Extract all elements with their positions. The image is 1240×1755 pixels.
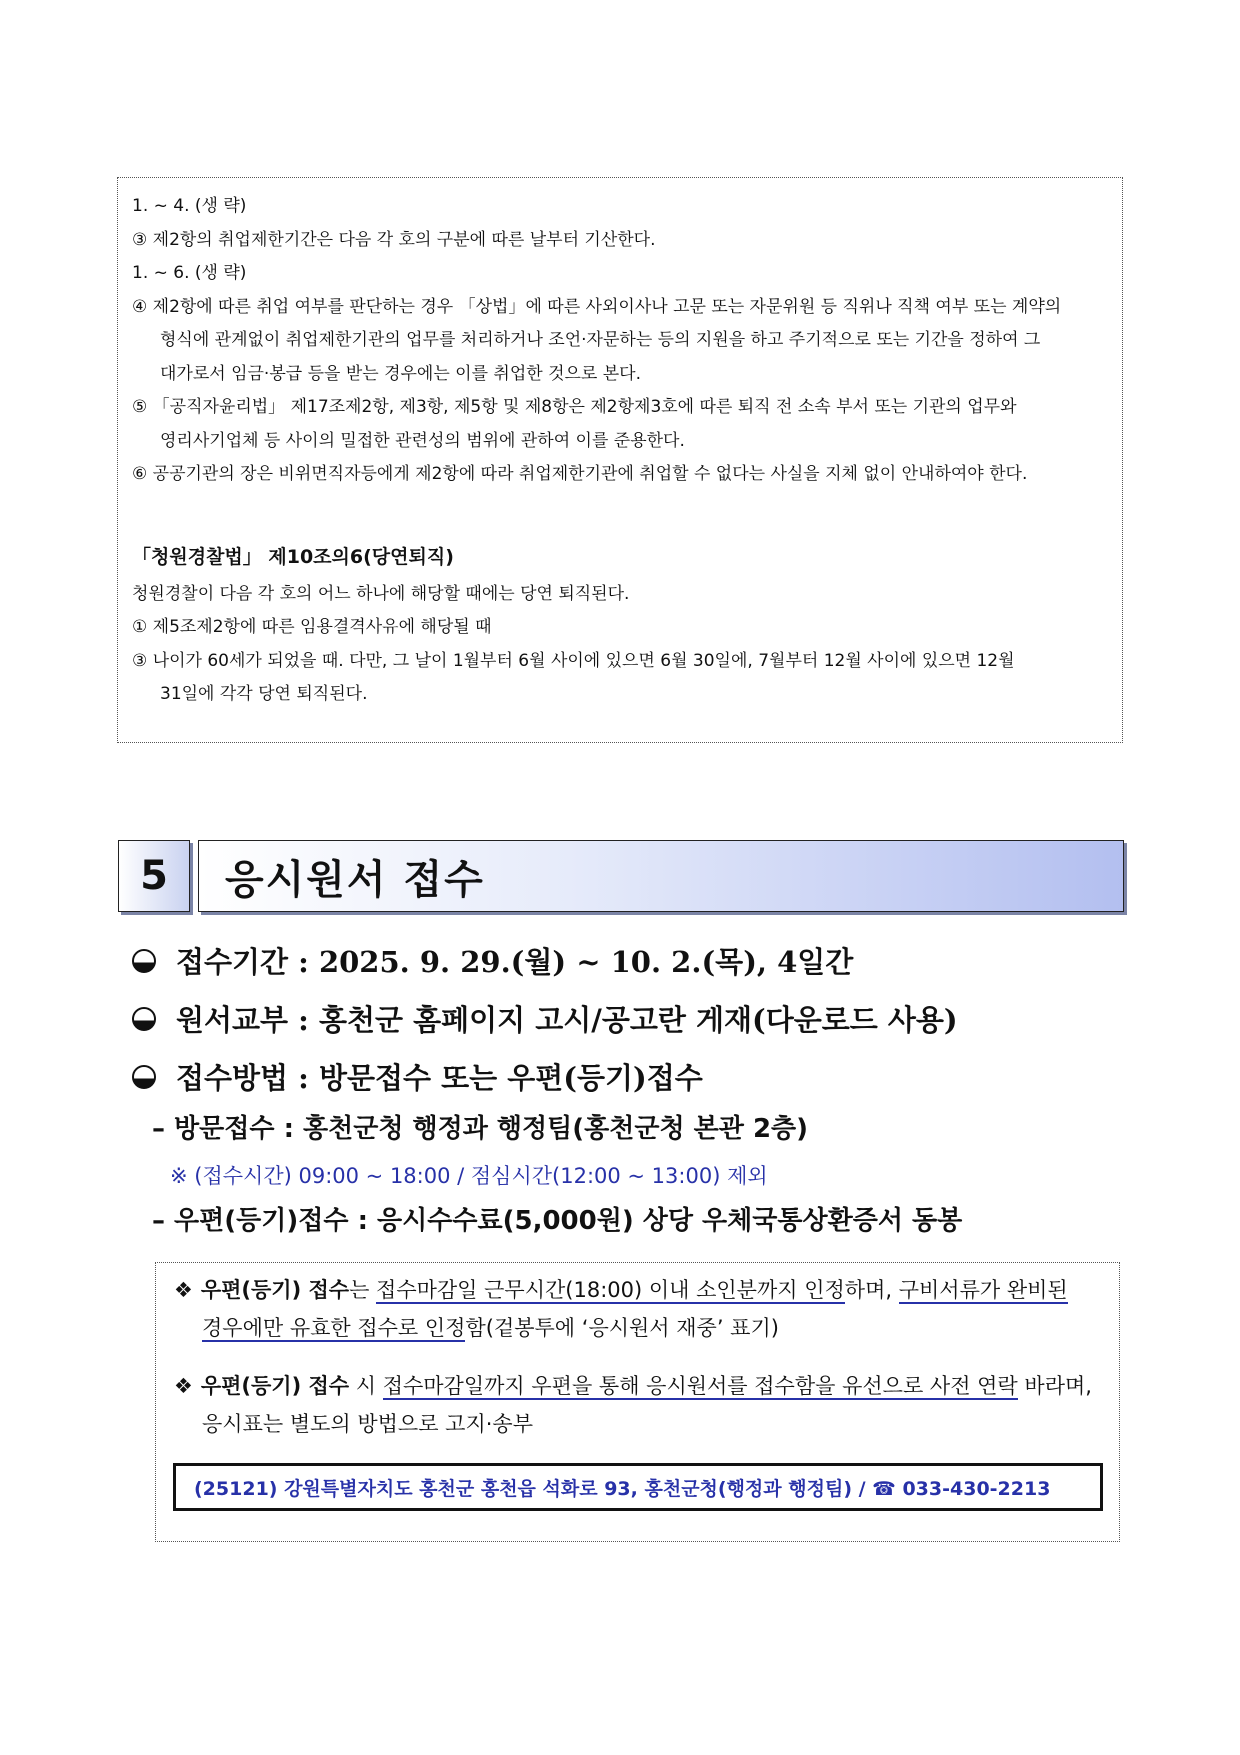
- notice-item-2-cont: 응시표는 별도의 방법으로 고지·송부: [202, 1412, 533, 1436]
- circle-bullet-icon: [132, 1007, 156, 1031]
- address-box: (25121) 강원특별자치도 홍천군 홍천읍 석화로 93, 홍천군청(행정과 행정팀) / ☎ 033-430-2213: [173, 1463, 1103, 1511]
- law-title: 「청원경찰법」 제10조의6(당연퇴직): [132, 545, 454, 568]
- bullet-period: [132, 940, 853, 981]
- visit-receipt: – 방문접수 : 홍천군청 행정과 행정팀(홍천군청 본관 2층): [152, 1114, 809, 1144]
- law-line: 1. ~ 6. (생 략): [132, 263, 247, 283]
- law-line: ④ 제2항에 따른 취업 여부를 판단하는 경우 「상법」에 따른 사외이사나 고문 또는 자문위원 등 직위나 직책 여부 또는 계약의: [132, 296, 1062, 317]
- law-line: 청원경찰이 다음 각 호의 어느 하나에 해당할 때에는 당연 퇴직된다.: [132, 583, 630, 604]
- bullet-text: 접수방법 : 방문접수 또는 우편(등기)접수: [176, 1061, 703, 1095]
- notice-item-1-cont: 경우에만 유효한 접수로 인정함(겉봉투에 ‘응시원서 재중’ 표기): [202, 1316, 779, 1340]
- circle-bullet-icon: [132, 1065, 156, 1089]
- law-line: ⑥ 공공기관의 장은 비위면직자등에게 제2항에 따라 취업제한기관에 취업할 수 없다는 사실을 지체 없이 안내하여야 한다.: [132, 464, 1028, 484]
- diamond-bullet-icon: ❖: [174, 1374, 193, 1398]
- notice-item-2: ❖ 우편(등기) 접수 시 접수마감일까지 우편을 통해 응시원서를 접수함을 유선으로 사전 연락 바라며,: [174, 1374, 1092, 1398]
- section-title: 응시원서 접수: [198, 840, 1124, 912]
- law-line: 대가로서 임금·봉급 등을 받는 경우에는 이를 취업한 것으로 본다.: [160, 363, 642, 384]
- law-line: 1. ~ 4. (생 략): [132, 196, 247, 216]
- law-line: ① 제5조제2항에 따른 임용결격사유에 해당될 때: [132, 617, 492, 637]
- law-excerpt-box: [117, 177, 1123, 743]
- law-line: 영리사기업체 등 사이의 밀접한 관련성의 범위에 관하여 이를 준용한다.: [160, 430, 685, 451]
- mail-receipt: – 우편(등기)접수 : 응시수수료(5,000원) 상당 우체국통상환증서 동봉: [152, 1206, 963, 1236]
- bullet-text: 원서교부 : 홍천군 홈페이지 고시/공고란 게재(다운로드 사용): [176, 1003, 958, 1037]
- law-line: ⑤ 「공직자윤리법」 제17조제2항, 제3항, 제5항 및 제8항은 제2항제3호에 따른 퇴직 전 소속 부서 또는 기관의 업무와: [132, 397, 1017, 417]
- law-line: ③ 나이가 60세가 되었을 때. 다만, 그 날이 1월부터 6월 사이에 있으면 6월 30일에, 7월부터 12월 사이에 있으면 12월: [132, 650, 1015, 671]
- section-number: 5: [118, 840, 190, 912]
- bullet-distribution: [132, 998, 958, 1039]
- notice-box: [155, 1262, 1120, 1542]
- diamond-bullet-icon: ❖: [174, 1278, 193, 1302]
- circle-bullet-icon: [132, 949, 156, 973]
- bullet-method: [132, 1056, 703, 1097]
- law-line: ③ 제2항의 취업제한기간은 다음 각 호의 구분에 따른 날부터 기산한다.: [132, 229, 656, 250]
- law-line: 31일에 각각 당연 퇴직된다.: [160, 684, 368, 704]
- notice-item-1: ❖ 우편(등기) 접수는 접수마감일 근무시간(18:00) 이내 소인분까지 인정하며, 구비서류가 완비된: [174, 1278, 1068, 1302]
- visit-hours-note: ※ (접수시간) 09:00 ~ 18:00 / 점심시간(12:00 ~ 13:00) 제외: [170, 1164, 768, 1188]
- bullet-text: 접수기간 : 2025. 9. 29.(월) ~ 10. 2.(목), 4일간: [176, 945, 854, 979]
- law-line: 형식에 관계없이 취업제한기관의 업무를 처리하거나 조언·자문하는 등의 지원을 하고 주기적으로 또는 기간을 정하여 그: [160, 330, 1041, 350]
